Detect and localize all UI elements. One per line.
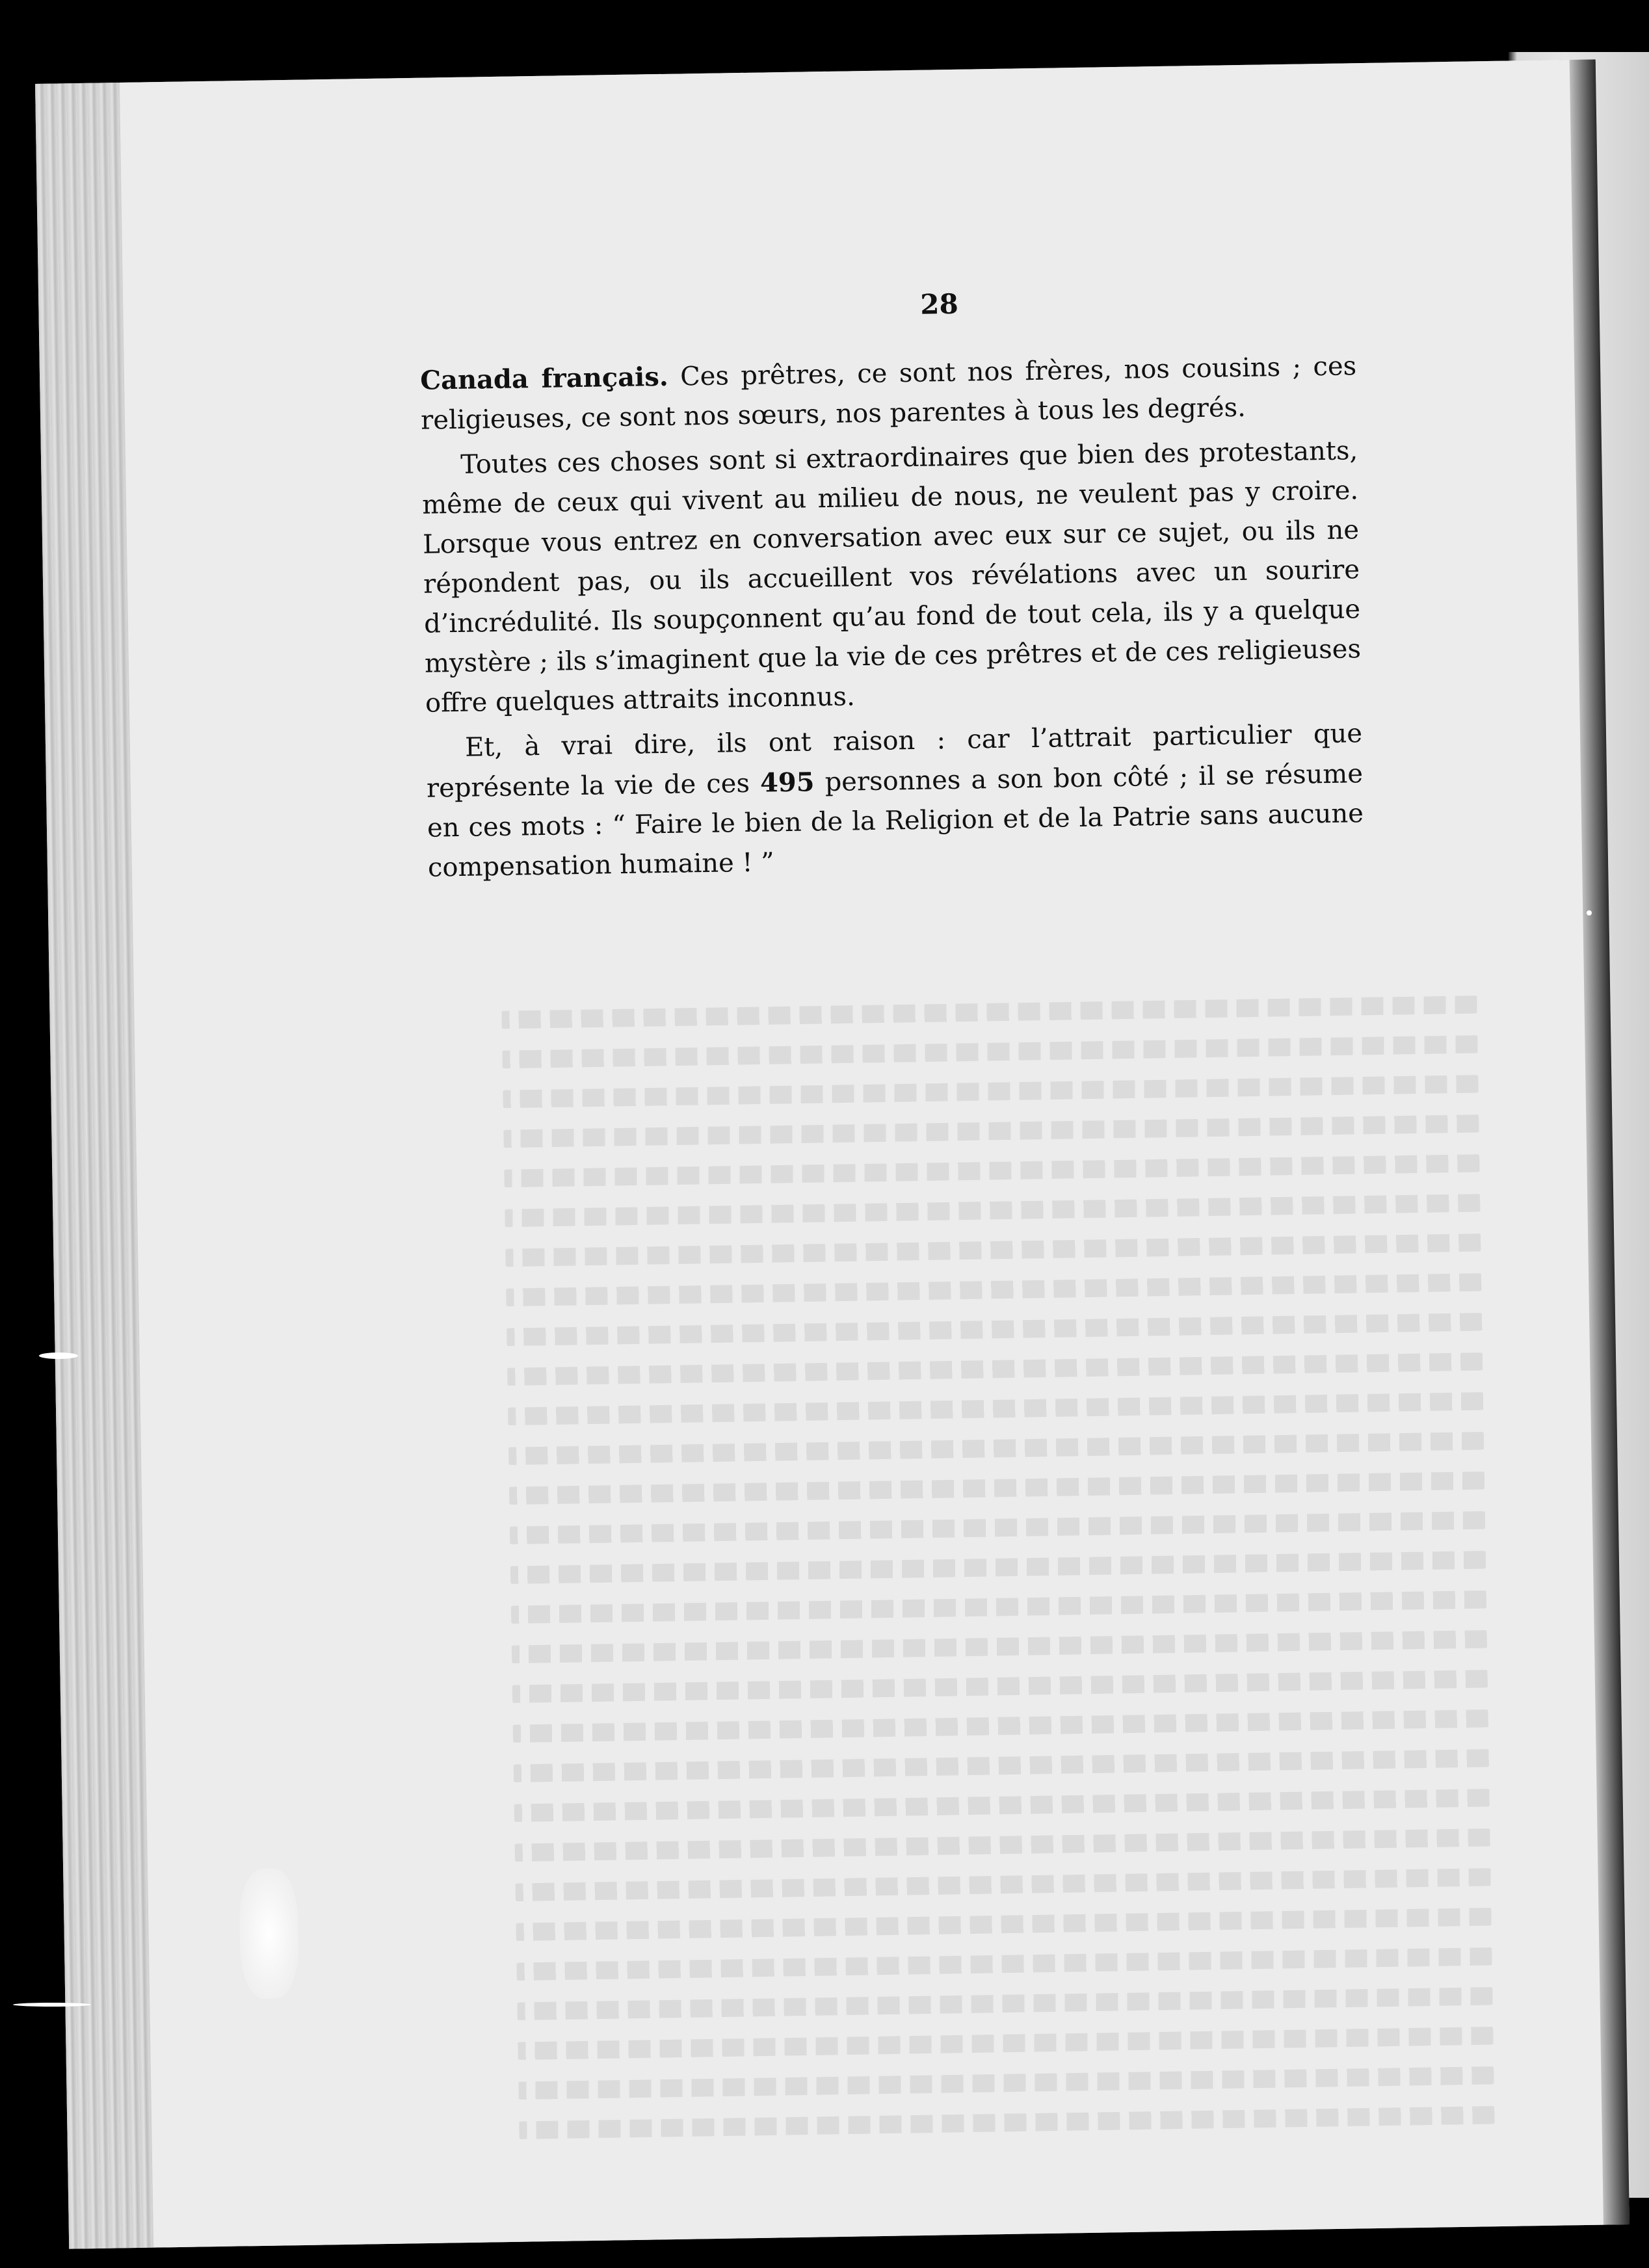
dust-speck: [13, 2003, 91, 2007]
paragraph-3: [426, 714, 1365, 888]
paragraph-1-lead: Canada français.: [419, 361, 669, 396]
page-text: [419, 278, 1364, 888]
paragraph-3-number: 495: [759, 767, 815, 798]
paragraph-3-text-after: personnes a son bon côté ; il se résume en ces mots : “ Faire le bien de la Religion et de la Patrie sans aucune compensation humaine ! ”: [427, 759, 1364, 883]
dust-speck: [1587, 910, 1592, 916]
paragraph-1-text: Ces prêtres, ce sont nos frères, nos cousins ; ces religieuses, ce sont nos sœurs, nos parentes à tous les degrés.: [420, 351, 1357, 436]
dust-speck: [39, 1352, 78, 1359]
book-page: [35, 59, 1629, 2248]
paragraph-3-text-before: Et, à vrai dire, ils ont raison : car l’attrait particulier que représente la vie de ces: [426, 719, 1363, 804]
page-number: 28: [919, 287, 959, 321]
paragraph-2: Toutes ces choses sont si extraordinaires que bien des protestants, même de ceux qui vivent au milieu de nous, ne veulent pas y croire. Lorsque vous entrez en conversation avec eux sur ce sujet, ou ils ne répondent pas, ou ils accueillent vos révélations avec un sourire d’incrédulité. Ils soupçonnent qu’au fond de tout cela, ils y a quelque mystère ; ils s’imaginent que la vie de ces prêtres et de ces religieuses offre quelques attraits inconnus.: [421, 436, 1362, 719]
bleed-through-text: [501, 984, 1495, 2150]
page-surface: [120, 60, 1603, 2248]
paper-stain: [239, 1868, 299, 1999]
paragraph-1: [420, 346, 1358, 441]
